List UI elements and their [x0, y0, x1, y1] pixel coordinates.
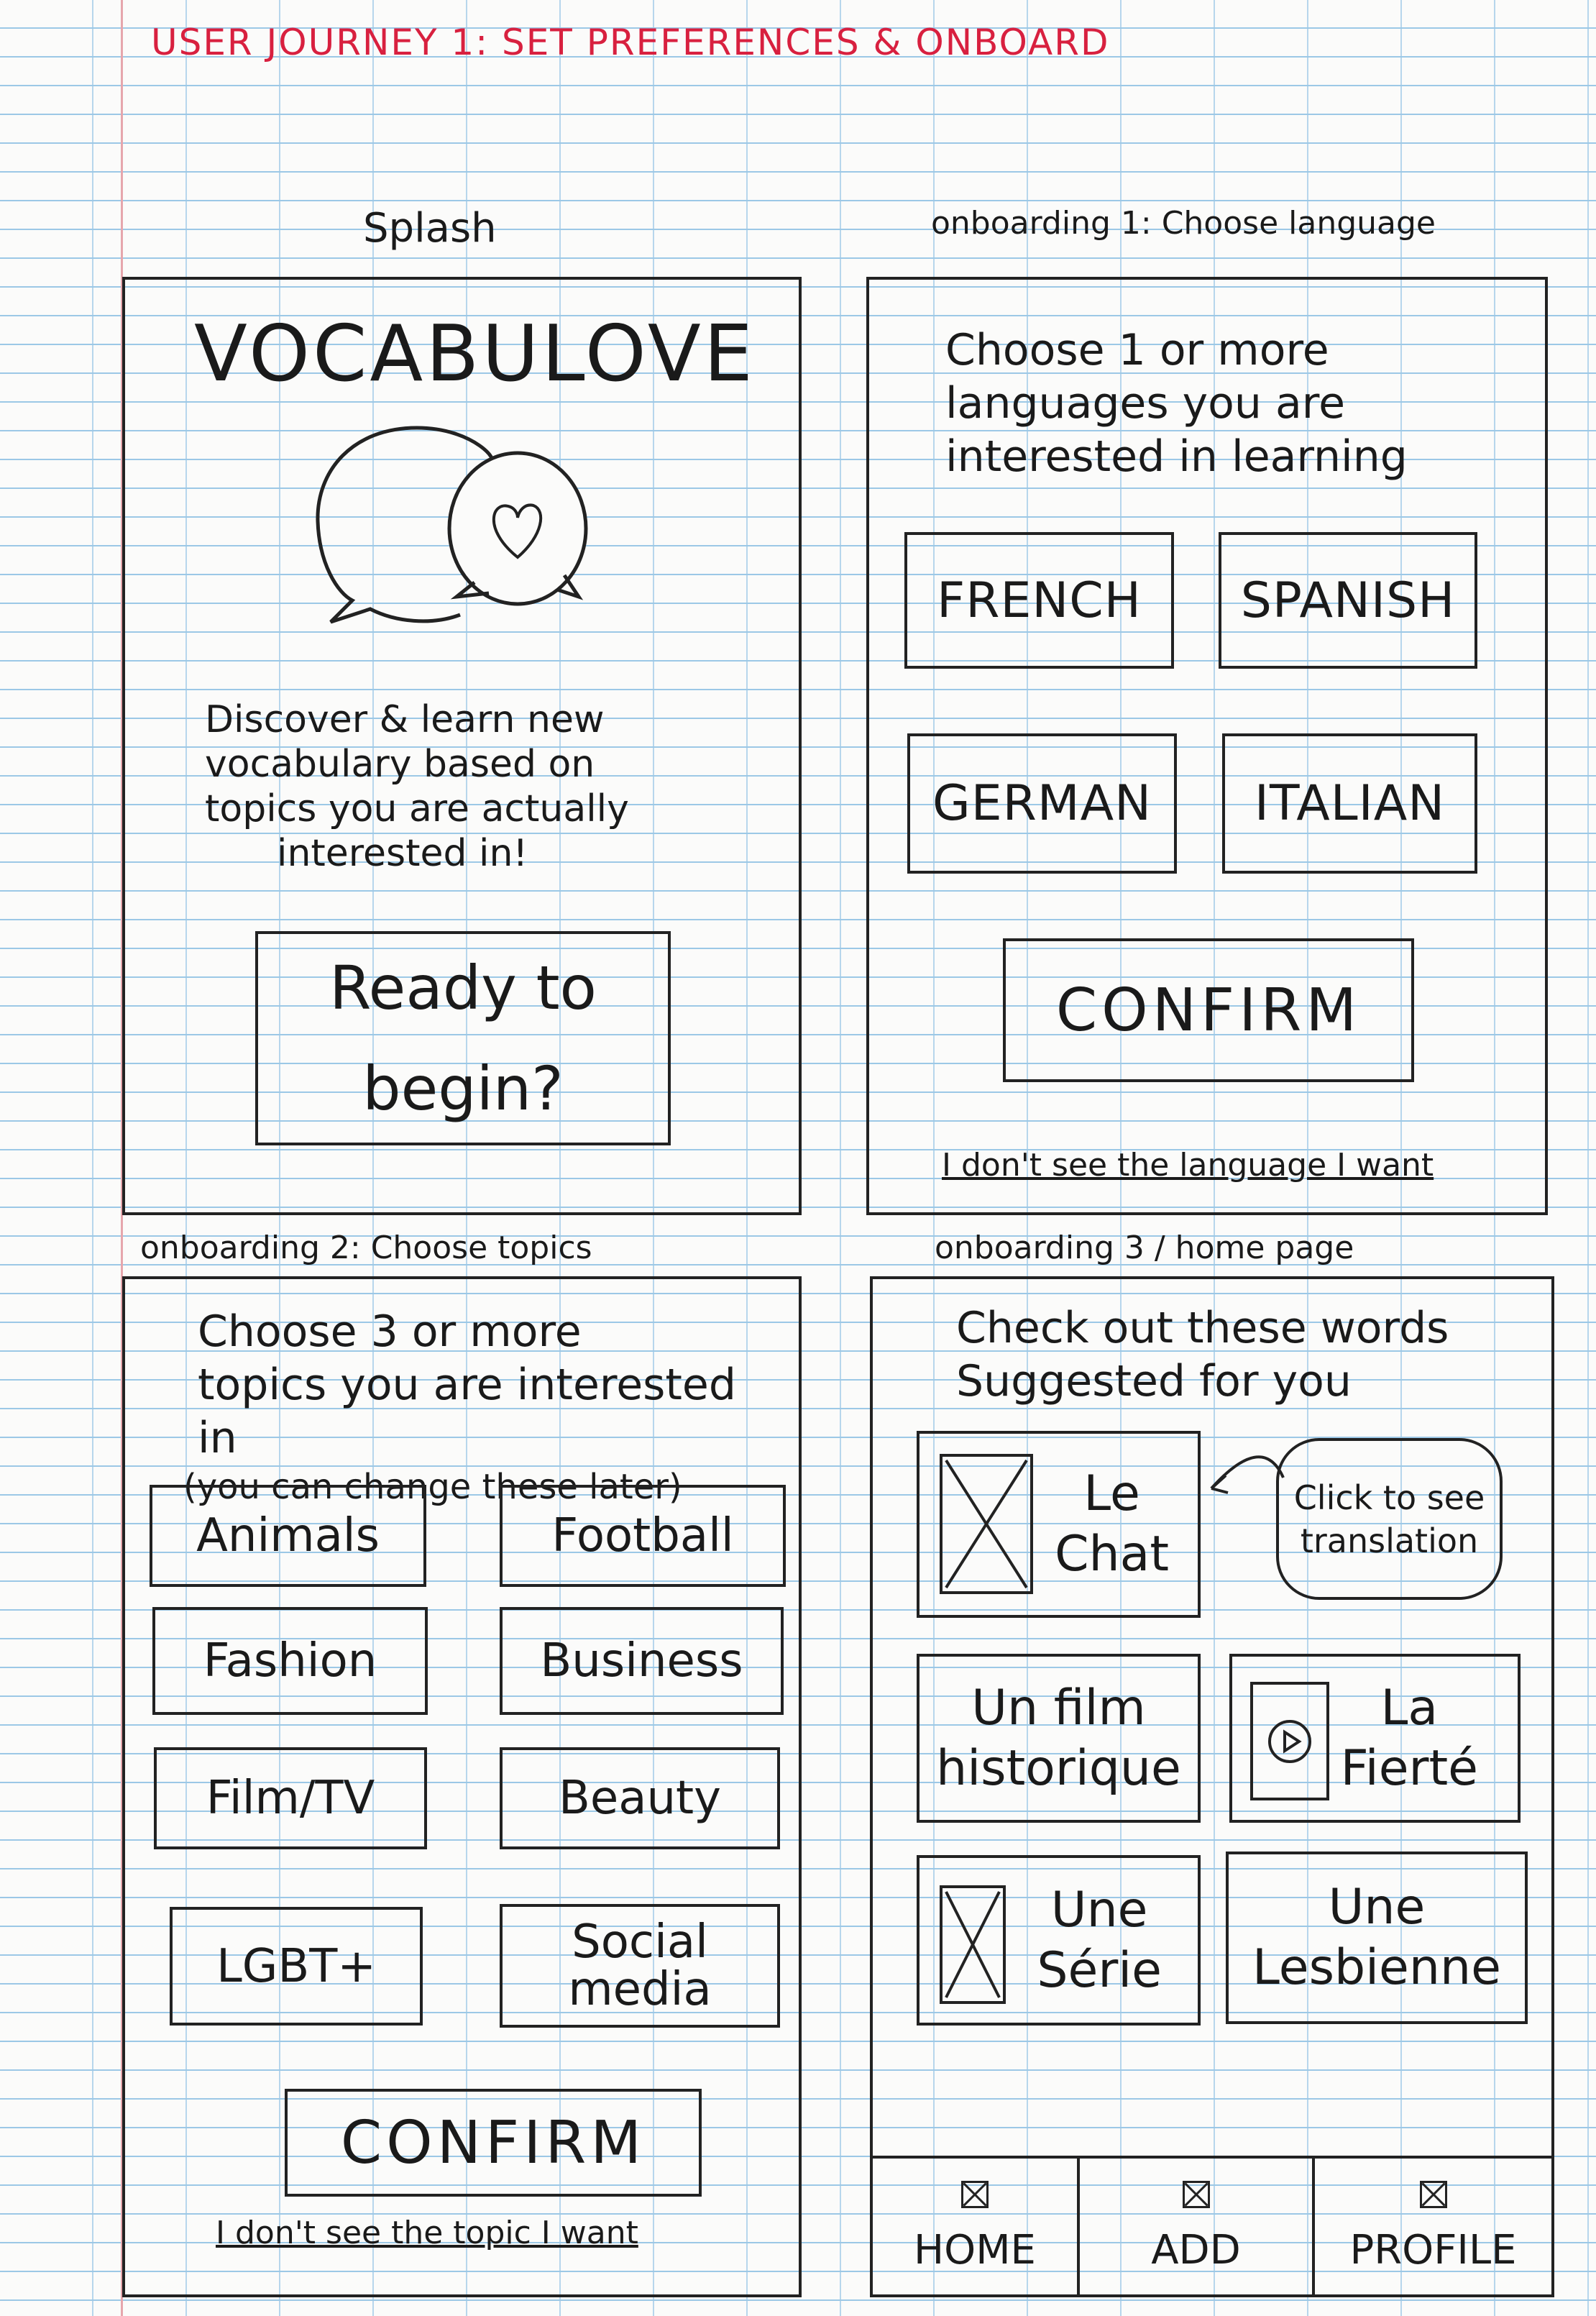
prompt-line: interested in learning [945, 431, 1408, 482]
onboarding3-screen-label: onboarding 3 / home page [935, 1230, 1354, 1266]
word-line1: Le [1083, 1465, 1140, 1522]
word-card-la-fierte[interactable] [1229, 1654, 1521, 1823]
app-logo-text: VOCABULOVE [194, 309, 756, 399]
word-line1: Un film [971, 1679, 1146, 1736]
add-tab-icon [1183, 2181, 1210, 2208]
tooltip-line: translation [1300, 1521, 1479, 1560]
word-line2: Chat [1055, 1526, 1169, 1583]
word-line1: Une [1050, 1881, 1148, 1939]
word-line2: Fierté [1340, 1739, 1478, 1797]
suggested-words-prompt [956, 1301, 1531, 1408]
word-line1: Une [1328, 1879, 1426, 1936]
prompt-line: Check out these words [956, 1303, 1449, 1353]
tab-home[interactable] [873, 2159, 1077, 2274]
description-line: vocabulary based on [205, 743, 595, 786]
ready-to-begin-button[interactable] [255, 931, 671, 1145]
language-option-spanish[interactable]: SPANISH [1219, 532, 1477, 669]
language-prompt [945, 324, 1492, 483]
ready-button-line2: begin? [362, 1053, 564, 1124]
home-tab-icon [961, 2181, 989, 2208]
page-title: USER JOURNEY 1: SET PREFERENCES & ONBOARD [151, 22, 1110, 63]
language-option-german[interactable]: GERMAN [907, 733, 1177, 874]
tooltip-line: Click to see [1293, 1478, 1485, 1517]
missing-language-link[interactable]: I don't see the language I want [942, 1147, 1434, 1184]
description-line: Discover & learn new [205, 698, 605, 741]
description-line: topics you are actually [205, 787, 629, 830]
tab-profile[interactable] [1315, 2159, 1551, 2274]
image-cross-icon [943, 1888, 1003, 2001]
image-placeholder-icon [940, 1885, 1006, 2004]
prompt-line: Choose 1 or more [945, 325, 1329, 375]
tooltip-arrow-icon [1201, 1445, 1287, 1510]
prompt-line: topics you are interested in [198, 1360, 736, 1463]
speech-bubbles-icon [309, 421, 597, 636]
prompt-line: Suggested for you [956, 1356, 1352, 1406]
topic-option-business[interactable]: Business [500, 1607, 784, 1715]
topic-option-animals[interactable]: Animals [150, 1485, 426, 1587]
word-card-une-serie[interactable] [917, 1855, 1201, 2026]
missing-topic-link[interactable]: I don't see the topic I want [216, 2215, 638, 2251]
language-option-italian[interactable]: ITALIAN [1222, 733, 1477, 874]
image-cross-icon [943, 1457, 1030, 1591]
tab-add[interactable] [1080, 2159, 1312, 2274]
topic-option-football[interactable]: Football [500, 1485, 786, 1587]
image-placeholder-icon [940, 1454, 1033, 1594]
tab-label: PROFILE [1349, 2227, 1517, 2274]
language-option-french[interactable]: FRENCH [904, 532, 1174, 669]
prompt-line: languages you are [945, 378, 1346, 429]
onboarding1-screen-label: onboarding 1: Choose language [931, 205, 1436, 242]
video-placeholder-icon [1250, 1682, 1329, 1800]
topic-option-social-media[interactable] [500, 1904, 780, 2028]
topic-option-film-tv[interactable]: Film/TV [154, 1747, 427, 1849]
topic-option-lgbt[interactable]: LGBT+ [170, 1907, 423, 2026]
onboarding2-screen-label: onboarding 2: Choose topics [140, 1230, 592, 1266]
confirm-language-button[interactable]: CONFIRM [1003, 938, 1414, 1082]
word-line2: Lesbienne [1252, 1939, 1501, 1996]
splash-description [205, 697, 723, 876]
word-line2: historique [936, 1739, 1181, 1797]
topic-label-line: Social [572, 1915, 708, 1969]
ready-button-line1: Ready to [329, 953, 597, 1023]
description-line: interested in! [277, 832, 528, 875]
word-line2: Série [1037, 1941, 1162, 1999]
word-line1: La [1380, 1679, 1439, 1736]
play-icon [1265, 1716, 1315, 1767]
translation-tooltip [1276, 1438, 1503, 1600]
topic-option-beauty[interactable]: Beauty [500, 1747, 780, 1849]
profile-tab-icon [1420, 2181, 1447, 2208]
word-card-un-film-historique[interactable] [917, 1654, 1201, 1823]
prompt-line: (you can change these later) [183, 1467, 682, 1507]
topic-label-line: media [568, 1963, 712, 2016]
confirm-topics-button[interactable]: CONFIRM [285, 2089, 702, 2197]
splash-screen-label: Splash [363, 205, 497, 252]
topic-prompt [183, 1305, 787, 1509]
word-card-une-lesbienne[interactable] [1226, 1852, 1528, 2024]
topic-option-fashion[interactable]: Fashion [152, 1607, 428, 1715]
word-card-le-chat[interactable] [917, 1431, 1201, 1618]
tab-label: HOME [914, 2227, 1036, 2274]
prompt-line: Choose 3 or more [198, 1306, 582, 1357]
tab-label: ADD [1151, 2227, 1241, 2274]
